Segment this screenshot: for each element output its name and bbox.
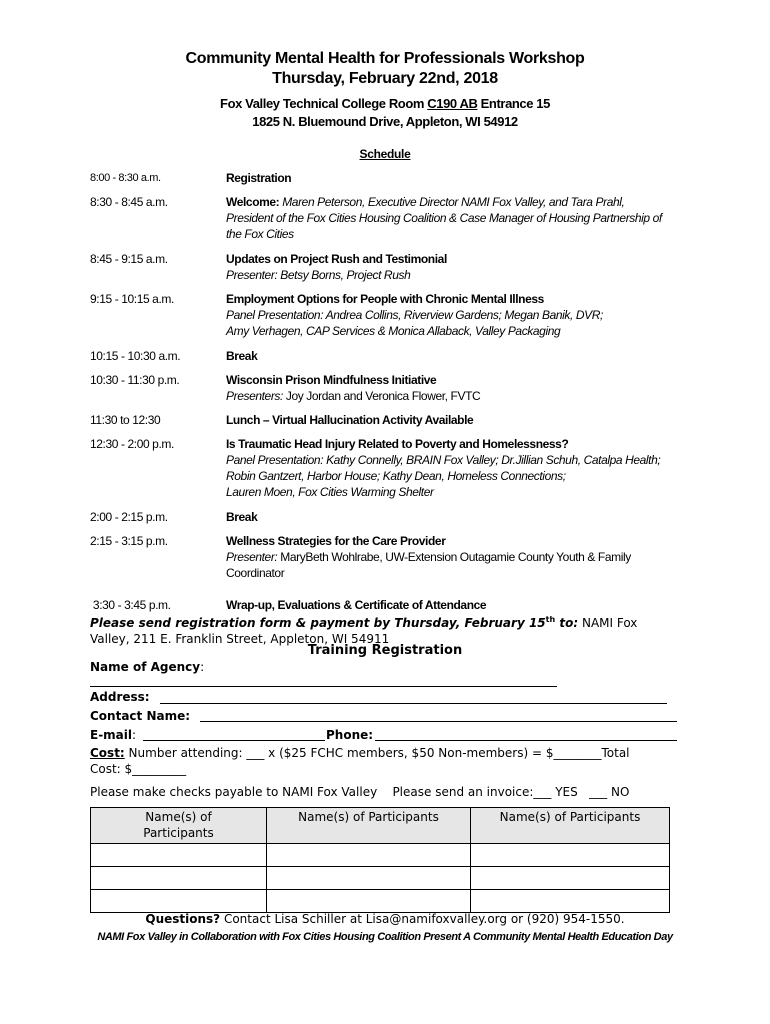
presenter-label: Presenters: [226, 389, 283, 403]
payment-instructions: Please make checks payable to NAMI Fox Valley Please send an invoice:___ YES ___ NO [90, 785, 630, 799]
session-speakers: Amy Verhagen, CAP Services & Monica Allaback, Valley Packaging [226, 324, 561, 338]
training-registration-heading: Training Registration [307, 643, 463, 658]
address-label: Address: [90, 690, 150, 704]
cost-text: Number attending: ___ x ($25 FCHC members, $50 Non-members) = $________Total [124, 746, 630, 760]
schedule-time: 8:00 - 8:30 a.m. [90, 172, 161, 184]
send-deadline-text: Please send registration form & payment by Thursday, February 15 [90, 616, 546, 630]
mailing-address: Valley, 211 E. Franklin Street, Appleton, WI 54911 [90, 632, 390, 646]
session-title: Break [226, 510, 258, 524]
session-speakers: Joy Jordan and Veronica Flower, FVTC [282, 389, 481, 403]
event-address: 1825 N. Bluemound Drive, Appleton, WI 54912 [252, 114, 518, 129]
phone-field [326, 727, 373, 743]
schedule-desc [226, 170, 686, 186]
email-input-line[interactable] [143, 740, 325, 741]
table-row [91, 867, 670, 890]
session-title: Registration [226, 171, 292, 185]
table-header-row [91, 808, 670, 844]
schedule-desc [226, 436, 686, 500]
location-prefix: Fox Valley Technical College Room [220, 96, 428, 111]
participant-cell[interactable] [267, 844, 471, 867]
session-speakers: President of the Fox Cities Housing Coalition & Case Manager of Housing Partnership of [226, 211, 662, 225]
email-field [90, 727, 136, 743]
event-date: Thursday, February 22nd, 2018 [272, 70, 498, 87]
session-title: Lunch – Virtual Hallucination Activity Available [226, 413, 474, 427]
participant-cell[interactable] [471, 867, 670, 890]
session-title: Wrap-up, Evaluations & Certificate of Attendance [226, 598, 487, 612]
session-speakers: the Fox Cities [226, 227, 294, 241]
collaboration-note: NAMI Fox Valley in Collaboration with Fox Cities Housing Coalition Present A Community Mental Health Education Day [97, 931, 673, 943]
participant-cell[interactable] [91, 890, 267, 913]
location-suffix: Entrance 15 [477, 96, 550, 111]
session-title: Wellness Strategies for the Care Provider [226, 534, 446, 548]
session-speakers: Maren Peterson, Executive Director NAMI Fox Valley, and Tara Prahl, [282, 195, 625, 209]
date-suffix: th [545, 615, 556, 624]
mailing-address: NAMI Fox [578, 616, 638, 630]
cost-field [90, 745, 680, 777]
session-title: Wisconsin Prison Mindfulness Initiative [226, 373, 437, 387]
schedule-time: 9:15 - 10:15 a.m. [90, 292, 174, 306]
schedule-desc [226, 533, 686, 581]
session-speakers: Lauren Moen, Fox Cities Warming Shelter [226, 485, 434, 499]
cost-label: Cost: [90, 746, 125, 760]
table-row [91, 844, 670, 867]
event-location [0, 96, 770, 111]
contact-field [90, 708, 190, 724]
questions-contact [0, 912, 770, 926]
send-to-label: to: [555, 616, 579, 630]
session-speakers: Coordinator [226, 566, 285, 580]
participant-cell[interactable] [91, 867, 267, 890]
schedule-time: 11:30 to 12:30 [90, 413, 161, 427]
participant-cell[interactable] [91, 844, 267, 867]
participant-cell[interactable] [471, 890, 670, 913]
colon: : [200, 660, 205, 674]
table-row [91, 890, 670, 913]
schedule-desc [226, 372, 686, 404]
session-speakers: Presenter: Betsy Borns, Project Rush [226, 268, 411, 282]
total-cost-text: Cost: $_________ [90, 762, 187, 776]
session-speakers: Robin Gantzert, Harbor House; Kathy Dean, Homeless Connections; [226, 469, 566, 483]
schedule-time: 8:30 - 8:45 a.m. [90, 195, 168, 209]
column-header [91, 808, 267, 844]
questions-label: Questions? [145, 912, 221, 926]
session-title: Employment Options for People with Chronic Mental Illness [226, 292, 544, 306]
session-speakers: MaryBeth Wohlrabe, UW-Extension Outagamie County Youth & Family [277, 550, 631, 564]
schedule-time: 8:45 - 9:15 a.m. [90, 252, 168, 266]
session-speakers: Panel Presentation: Kathy Connelly, BRAIN Fox Valley; Dr.Jillian Schuh, Catalpa Health; [226, 453, 661, 467]
agency-input-line[interactable] [90, 686, 557, 687]
schedule-heading: Schedule [359, 147, 411, 161]
session-title: Break [226, 349, 258, 363]
column-header: Name(s) of Participants [471, 808, 670, 844]
schedule-desc [226, 412, 686, 428]
contact-label: Contact Name: [90, 709, 191, 723]
schedule-time: 12:30 - 2:00 p.m. [90, 437, 174, 451]
contact-input-line[interactable] [200, 721, 677, 722]
session-speakers: Panel Presentation: Andrea Collins, Riverview Gardens; Megan Banik, DVR; [226, 308, 603, 322]
agency-field [90, 659, 204, 675]
schedule-desc [226, 509, 686, 525]
schedule-desc [226, 194, 686, 242]
schedule-time: 3:30 - 3:45 p.m. [90, 598, 171, 612]
participant-cell[interactable] [267, 867, 471, 890]
schedule-desc [226, 597, 686, 613]
schedule-desc [226, 251, 686, 283]
presenter-label: Presenter: [226, 550, 278, 564]
colon: : [132, 728, 137, 742]
room-number: C190 AB [427, 96, 478, 111]
participant-cell[interactable] [471, 844, 670, 867]
participants-table [90, 807, 670, 913]
contact-info: Contact Lisa Schiller at Lisa@namifoxvalley.org or (920) 954-1550. [220, 912, 625, 926]
schedule-desc [226, 291, 686, 339]
participant-cell[interactable] [267, 890, 471, 913]
schedule-time: 10:30 - 11:30 p.m. [90, 373, 180, 387]
agency-label: Name of Agency [90, 660, 201, 674]
column-header-label: Name(s) of Participants [143, 810, 214, 840]
page-title: Community Mental Health for Professionals Workshop [185, 50, 585, 67]
session-title: Updates on Project Rush and Testimonial [226, 252, 447, 266]
session-title: Welcome: [226, 195, 283, 209]
schedule-desc [226, 348, 686, 364]
schedule-time: 2:00 - 2:15 p.m. [90, 510, 168, 524]
schedule-time: 2:15 - 3:15 p.m. [90, 534, 168, 548]
phone-label: Phone: [326, 728, 374, 742]
registration-instructions [90, 612, 680, 647]
schedule-time: 10:15 - 10:30 a.m. [90, 349, 181, 363]
session-title: Is Traumatic Head Injury Related to Poverty and Homelessness? [226, 437, 569, 451]
email-label: E-mail [90, 728, 133, 742]
column-header: Name(s) of Participants [267, 808, 471, 844]
address-field [90, 689, 150, 705]
phone-input-line[interactable] [375, 740, 677, 741]
address-input-line[interactable] [160, 703, 667, 704]
